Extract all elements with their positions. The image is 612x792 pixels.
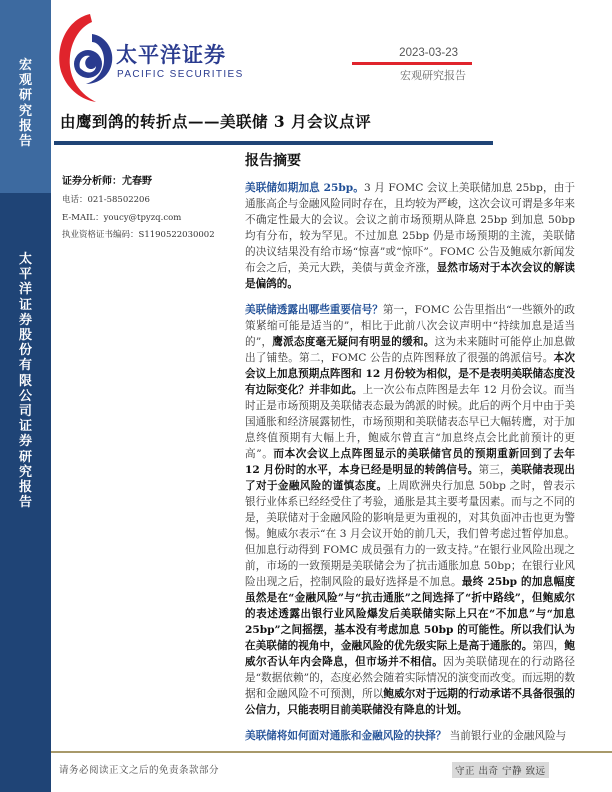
sidebar-char: 告 xyxy=(18,134,32,150)
text: 因为美联储现在的行动路径是“数据依赖”的，态度必然会随着实际情况的演变而改变。而远期的数据和金融风险不可预测，所以 xyxy=(245,656,576,700)
brand-name-en: PACIFIC SECURITIES xyxy=(117,69,244,80)
text: 第三， xyxy=(478,464,511,476)
sidebar-char: 券 xyxy=(18,312,32,328)
sidebar-char: 宏 xyxy=(18,58,32,73)
sidebar-char: 告 xyxy=(18,495,32,511)
sidebar-char: 究 xyxy=(18,464,32,480)
sidebar-char: 太 xyxy=(18,252,32,267)
bold-text: 鲍威尔否认年内会降息，但市场并不相信。 xyxy=(245,640,576,668)
sidebar-char: 研 xyxy=(18,88,32,104)
paragraph-heading: 美联储透露出哪些重要信号？ xyxy=(245,304,383,316)
report-type: 宏观研究报告 xyxy=(400,69,466,82)
sidebar-company-label xyxy=(0,252,51,510)
analyst-license: 执业资格证书编码：S1190522030002 xyxy=(62,230,215,240)
summary-paragraph xyxy=(245,180,575,292)
sidebar-char: 司 xyxy=(18,404,32,420)
text: 第一，FOMC 公告里指出“一些额外的政策紧缩可能是适当的”，相比于此前八次会议声明中“持续加息是适当的”， xyxy=(245,304,575,348)
sidebar-char: 洋 xyxy=(18,282,32,298)
sidebar-char: 研 xyxy=(18,449,32,465)
footer-motto: 守正 出奇 宁静 致远 xyxy=(452,762,549,778)
text: 上周欧洲央行加息 50bp 之时，曾表示银行业体系已经经受住了考验，通胀是其主要考量因素。而与之不同的是，美联储对于金融风险的影响是更为重视的，对其负面冲击也更为警惕。鲍威尔表示“在 3 月会议开始的前几天，我们曾考虑过暂停加息。但加息行动得到 FOMC 成员强有力的一致支持。”在银行业风险出现之前，市场的一致预期是美联储会为了抗击通胀加息 50bp；在银行业风险出现之后，控制风险的最好选择是不加息。 xyxy=(245,480,575,588)
sidebar-char: 平 xyxy=(18,267,32,283)
bold-text: 本次会议上加息预期点阵图和 12 月份较为相似，是不是表明美联储态度没有边际变化？并非如此。 xyxy=(245,352,576,396)
text: 这为未来随时可能停止加息做出了铺垫。第二，FOMC 公告的点阵图释放了很强的鸽派信号。 xyxy=(245,336,576,364)
pacific-securities-logo-icon xyxy=(54,12,116,104)
sidebar-char: 证 xyxy=(18,297,32,313)
bold-text: 显然市场对于本次会议的解读是偏鸽的。 xyxy=(245,262,576,290)
sidebar-char: 股 xyxy=(18,328,32,344)
sidebar-char: 券 xyxy=(18,434,32,450)
sidebar-char: 限 xyxy=(18,373,32,389)
text: 3 月 FOMC 会议上美联储加息 25bp，由于通胀高企与金融风险同时存在，且均较为严峻，这次会议可谓是多年来不确定性最大的会议。会议之前市场预期从降息 25bp 到加息 50bp 均有分布，较为罕见。不过加息 25bp 仍是市场预期的主流，美联储的决议结果没有给市场“惊喜”或“惊吓”。FOMC 公告及鲍威尔新闻发布会之后，美元大跌，美债与黄金齐涨， xyxy=(245,182,575,274)
header-divider xyxy=(352,62,472,65)
summary-title: 报告摘要 xyxy=(245,153,301,169)
analyst-phone: 电话：021-58502206 xyxy=(62,195,150,205)
footer-divider xyxy=(51,751,612,753)
text: 第四， xyxy=(532,640,565,652)
bold-text: 鲍威尔对于远期的行动承诺不具备很强的公信力，只能表明目前美联储没有降息的计划。 xyxy=(245,688,576,716)
sidebar-char: 公 xyxy=(18,388,32,404)
sidebar-report-type xyxy=(0,58,51,149)
report-title: 由鹰到鸽的转折点——美联储 3 月会议点评 xyxy=(60,112,372,131)
bold-text: 美联储表现出了对于金融风险的谨慎态度。 xyxy=(245,464,575,492)
footer-disclaimer: 请务必阅读正文之后的免责条款部分 xyxy=(59,765,220,776)
summary-paragraph xyxy=(245,302,575,718)
sidebar-char: 观 xyxy=(18,73,32,89)
sidebar-char: 份 xyxy=(18,343,32,359)
analyst-name: 证券分析师：尤春野 xyxy=(62,176,152,187)
bold-text: 而本次会议上点阵图显示的美联储官员的预期重新回到了去年 12 月份时的水平，本身已经是明显的转鸽信号。 xyxy=(245,448,575,476)
sidebar-char: 证 xyxy=(18,419,32,435)
sidebar-char: 报 xyxy=(18,118,32,134)
analyst-info xyxy=(62,172,240,246)
title-divider xyxy=(54,141,493,145)
sidebar-char: 究 xyxy=(18,103,32,119)
report-date: 2023-03-23 xyxy=(399,47,458,59)
text: 上一次公布点阵图是去年 12 月份会议。而当时正是市场预期及美联储表态最为鸽派的时候。此后的两个月中由于美国通胀和经济展露韧性，市场预期和美联储表态早已大幅转鹰，对于加息终值预期有大幅上升，鲍威尔曾直言“加息终点会比此前预计的更高”。 xyxy=(245,384,576,460)
paragraph-heading: 美联储如期加息 25bp。 xyxy=(245,182,365,194)
sidebar-char: 有 xyxy=(18,358,32,374)
sidebar-char: 报 xyxy=(18,480,32,496)
bold-text: 最终 25bp 的加息幅度虽然是在“金融风险”与“抗击通胀”之间选择了“折中路线”，但鲍威尔的表述透露出银行业风险爆发后美联储实际上只在“不加息”与“加息 25bp”之间摇摆，基本没有考虑加息 50bp 的可能性。所以我们认为在美联储的视角中，金融风险的优先级实际上是高于通胀的。 xyxy=(245,576,576,652)
summary-body xyxy=(245,180,575,744)
brand-name-cn: 太平洋证券 xyxy=(116,43,226,67)
paragraph-heading: 美联储将如何面对通胀和金融风险的抉择？ xyxy=(245,730,447,742)
bold-text: 鹰派态度毫无疑问有明显的缓和。 xyxy=(272,336,435,348)
summary-paragraph xyxy=(245,728,575,744)
analyst-email: E-MAIL：youcy@tpyzq.com xyxy=(62,212,182,223)
text: 当前银行业的金融风险与 xyxy=(446,730,567,742)
